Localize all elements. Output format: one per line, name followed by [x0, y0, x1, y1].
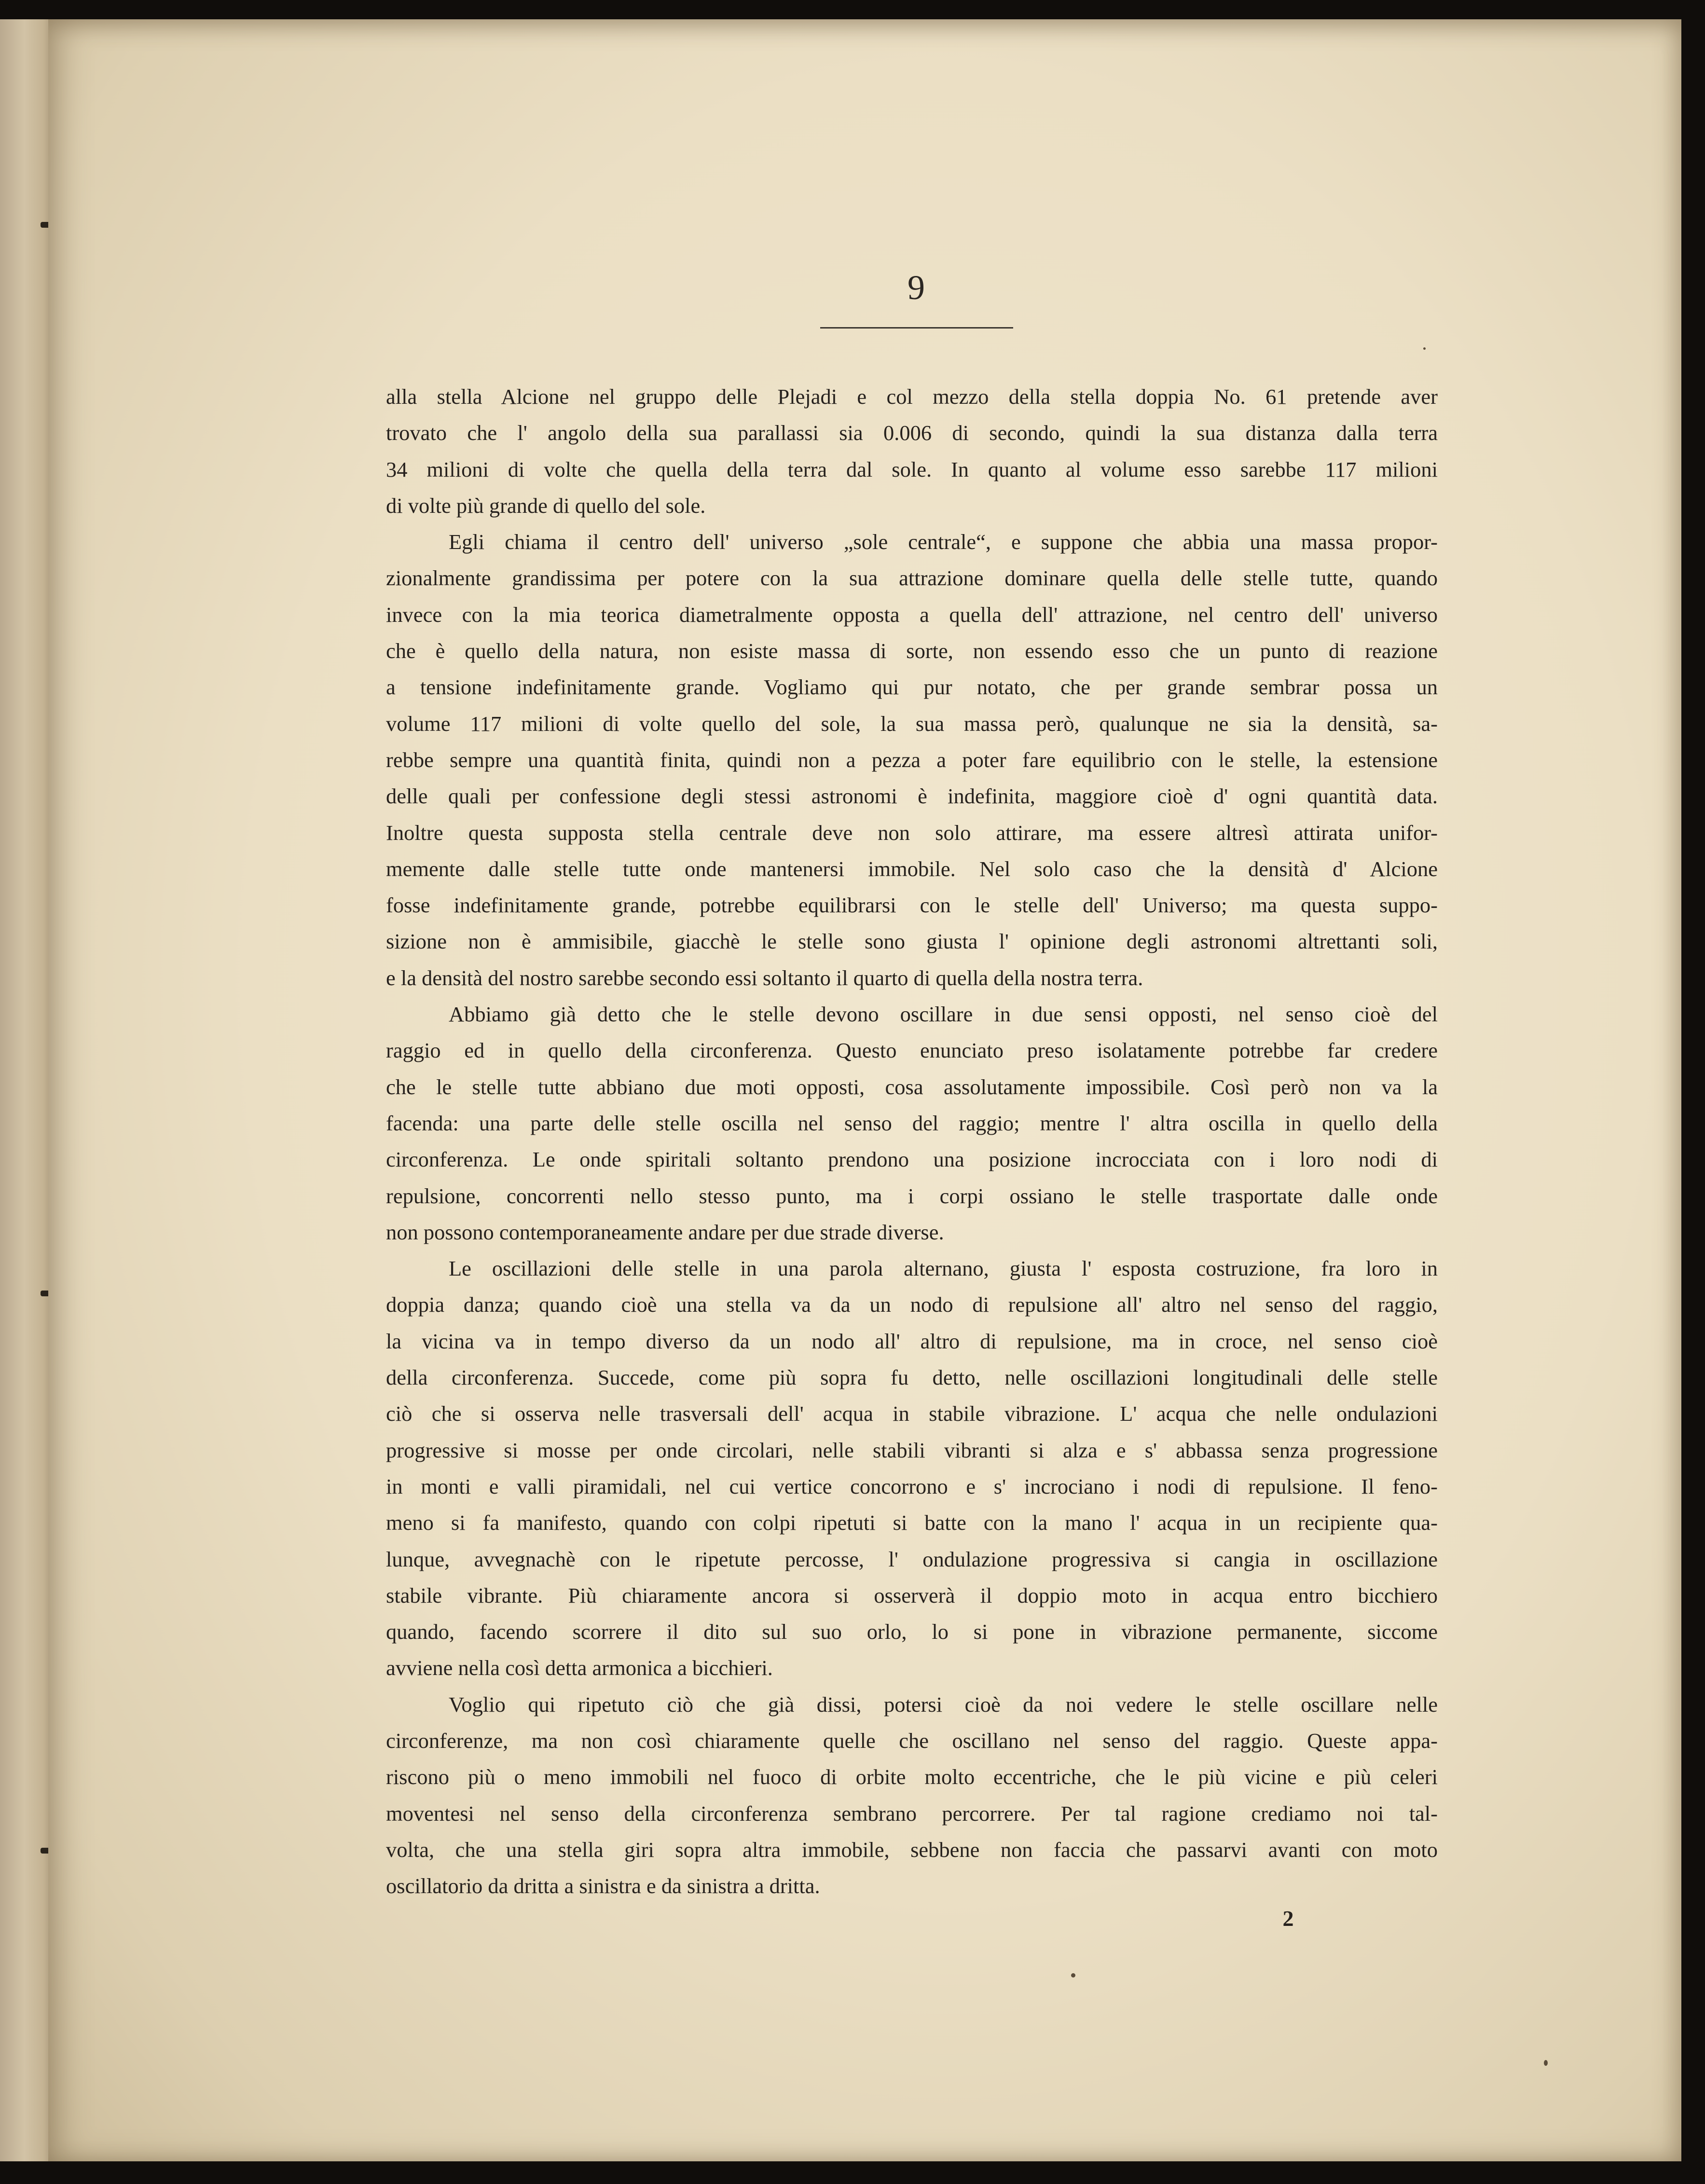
- text-line: che è quello della natura, non esiste massa di sorte, non essendo esso che un punto di reazione: [386, 639, 1438, 663]
- text-line: invece con la mia teorica diametralmente opposta a quella dell' attrazione, nel centro dell' universo: [386, 602, 1438, 627]
- text-line: che le stelle tutte abbiano due moti opposti, cosa assolutamente impossibile. Così però non va la: [386, 1074, 1438, 1099]
- text-line: sizione non è ammisibile, giacchè le stelle sono giusta l' opinione degli astronomi altrettanti soli,: [386, 929, 1438, 954]
- page-header: [820, 270, 1013, 305]
- text-line: riscono più o meno immobili nel fuoco di orbite molto eccentriche, che le più vicine e più celeri: [386, 1765, 1438, 1789]
- text-line: stabile vibrante. Più chiaramente ancora si osserverà il doppio moto in acqua entro bicchiero: [386, 1583, 1438, 1607]
- paragraph-start-line: Abbiamo già detto che le stelle devono oscillare in due sensi opposti, nel senso cioè del: [449, 1002, 1438, 1027]
- text-line: circonferenza. Le onde spiritali soltanto prendono una posizione incrocciata con i loro nodi di: [386, 1147, 1438, 1172]
- header-rule: [820, 327, 1013, 329]
- text-line: e la densità del nostro sarebbe secondo essi soltanto il quarto di quella della nostra terra.: [386, 965, 1143, 990]
- text-line: avviene nella così detta armonica a bicchieri.: [386, 1656, 773, 1680]
- text-line: ciò che si osserva nelle trasversali dell' acqua in stabile vibrazione. L' acqua che nelle ondulazioni: [386, 1401, 1438, 1426]
- text-line: volume 117 milioni di volte quello del sole, la sua massa però, qualunque ne sia la densità, sa-: [386, 711, 1438, 736]
- text-line: zionalmente grandissima per potere con la sua attrazione dominare quella delle stelle tutte, quando: [386, 566, 1438, 591]
- body-text: [386, 379, 1438, 1904]
- text-line: alla stella Alcione nel gruppo delle Plejadi e col mezzo della stella doppia No. 61 pretende aver: [386, 385, 1438, 409]
- text-line: repulsione, concorrenti nello stesso punto, ma i corpi ossiano le stelle trasportate dalle onde: [386, 1183, 1438, 1208]
- paragraph-start-line: Egli chiama il centro dell' universo „sole centrale“, e suppone che abbia una massa propor-: [449, 530, 1438, 554]
- text-line: progressive si mosse per onde circolari, nelle stabili vibranti si alza e s' abbassa senza progressione: [386, 1438, 1438, 1462]
- book-spine-gutter: [0, 19, 55, 2161]
- text-line: 34 milioni di volte che quella della terra dal sole. In quanto al volume esso sarebbe 117 milioni: [386, 457, 1438, 481]
- signature-mark: 2: [1282, 1906, 1294, 1931]
- text-line: meno si fa manifesto, quando con colpi ripetuti si batte con la mano l' acqua in un recipiente qua-: [386, 1511, 1438, 1535]
- paper-speck: [1544, 2060, 1548, 2066]
- text-line: di volte più grande di quello del sole.: [386, 493, 706, 518]
- page-number: 9: [908, 268, 926, 307]
- text-line: moventesi nel senso della circonferenza sembrano percorrere. Per tal ragione crediamo noi tal-: [386, 1801, 1438, 1826]
- text-line: fosse indefinitamente grande, potrebbe equilibrarsi con le stelle dell' Universo; ma questa suppo-: [386, 893, 1438, 918]
- text-line: doppia danza; quando cioè una stella va da un nodo di repulsione all' altro nel senso del raggio,: [386, 1292, 1438, 1317]
- text-line: in monti e valli piramidali, nel cui vertice concorrono e s' incrociano i nodi di repulsione. Il feno-: [386, 1474, 1438, 1498]
- text-line: lunque, avvegnachè con le ripetute percosse, l' ondulazione progressiva si cangia in oscillazione: [386, 1547, 1438, 1571]
- paper-page: [48, 19, 1681, 2161]
- text-line: rebbe sempre una quantità finita, quindi non a pezza a poter fare equilibrio con le stelle, la estensione: [386, 747, 1438, 772]
- text-line: memente dalle stelle tutte onde mantenersi immobile. Nel solo caso che la densità d' Alcione: [386, 856, 1438, 881]
- paper-speck: [1423, 347, 1426, 350]
- paragraph-start-line: Voglio qui ripetuto ciò che già dissi, potersi cioè da noi vedere le stelle oscillare nelle: [449, 1692, 1438, 1717]
- text-line: a tensione indefinitamente grande. Vogliamo qui pur notato, che per grande sembrar possa un: [386, 675, 1438, 700]
- paragraph-start-line: Le oscillazioni delle stelle in una parola alternano, giusta l' esposta costruzione, fra loro in: [449, 1256, 1438, 1281]
- text-line: raggio ed in quello della circonferenza. Questo enunciato preso isolatamente potrebbe far credere: [386, 1038, 1438, 1063]
- text-line: la vicina va in tempo diverso da un nodo all' altro di repulsione, ma in croce, nel senso cioè: [386, 1329, 1438, 1353]
- text-line: della circonferenza. Succede, come più sopra fu detto, nelle oscillazioni longitudinali delle stelle: [386, 1365, 1438, 1390]
- text-line: Inoltre questa supposta stella centrale deve non solo attirare, ma essere altresì attirata unifor-: [386, 820, 1438, 845]
- text-line: trovato che l' angolo della sua parallassi sia 0.006 di secondo, quindi la sua distanza dalla terra: [386, 421, 1438, 445]
- text-line: volta, che una stella giri sopra altra immobile, sebbene non faccia che passarvi avanti con moto: [386, 1837, 1438, 1862]
- text-line: non possono contemporaneamente andare per due strade diverse.: [386, 1220, 944, 1244]
- text-line: oscillatorio da dritta a sinistra e da sinistra a dritta.: [386, 1874, 820, 1898]
- paper-speck: [1071, 1973, 1075, 1978]
- text-line: facenda: una parte delle stelle oscilla nel senso del raggio; mentre l' altra oscilla in quello della: [386, 1111, 1438, 1135]
- text-line: circonferenze, ma non così chiaramente quelle che oscillano nel senso del raggio. Queste appa-: [386, 1728, 1438, 1753]
- text-line: delle quali per confessione degli stessi astronomi è indefinita, maggiore cioè d' ogni quantità data.: [386, 784, 1438, 809]
- text-line: quando, facendo scorrere il dito sul suo orlo, lo si pone in vibrazione permanente, siccome: [386, 1620, 1438, 1644]
